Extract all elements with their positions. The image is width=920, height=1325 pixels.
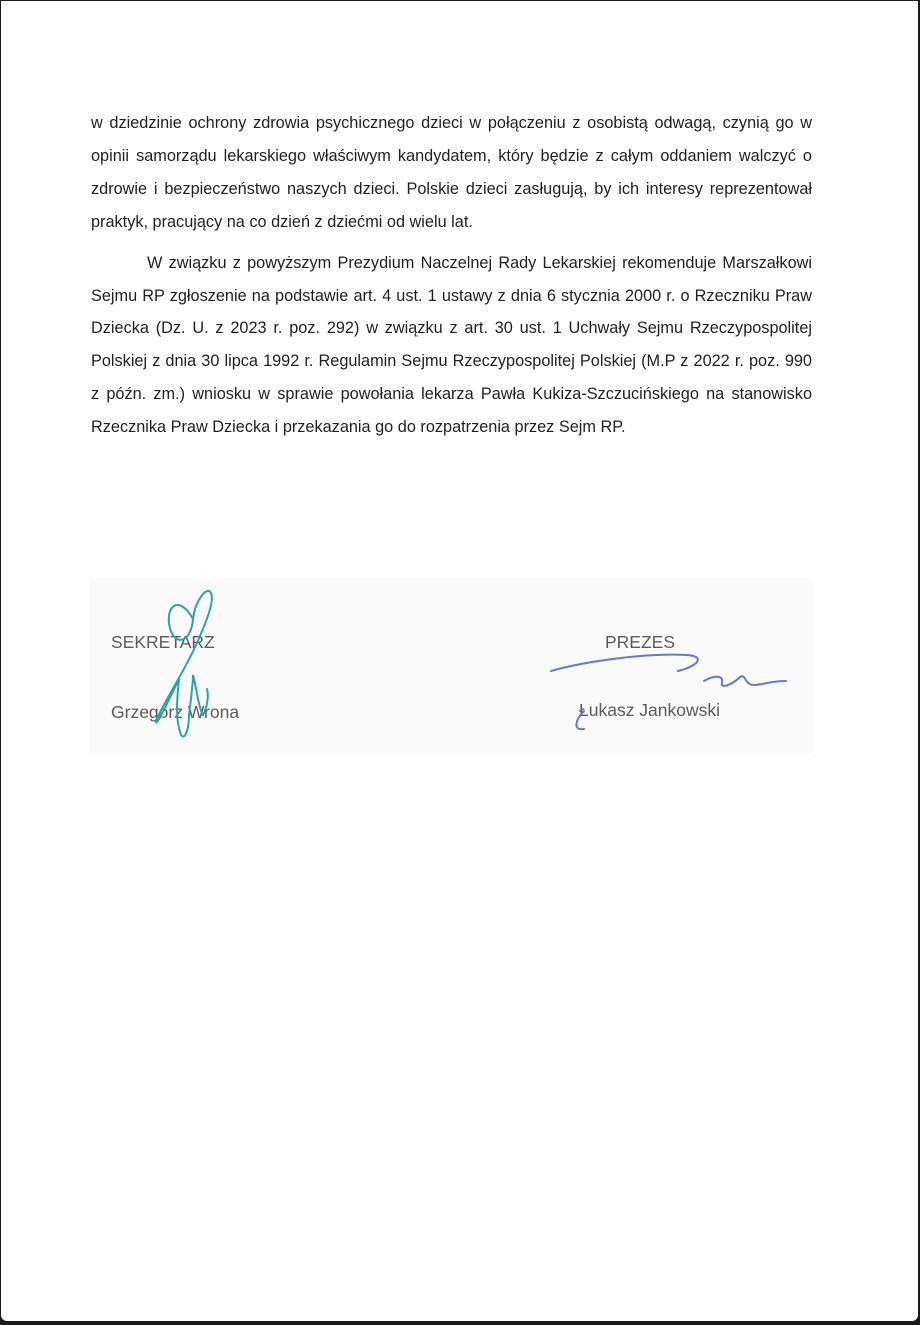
secretary-name: Grzegorz Wrona (111, 702, 240, 722)
document-body (91, 107, 812, 444)
paragraph-continuation: w dziedzinie ochrony zdrowia psychicznego dzieci w połączeniu z osobistą odwagą, czynią go w opinii samorządu lekarskiego właściwym kandydatem, który będzie z całym oddaniem walczyć o zdrowie i bezpieczeństwo naszych dzieci. Polskie dzieci zasługują, by ich interesy reprezentował praktyk, pracujący na co dzień z dziećmi od wielu lat. (91, 114, 812, 231)
document-page (1, 1, 918, 1321)
paragraph-recommendation: W związku z powyższym Prezydium Naczelnej Rady Lekarskiej rekomenduje Marszałkowi Sejmu RP zgłoszenie na podstawie art. 4 ust. 1 ustawy z dnia 6 stycznia 2000 r. o Rzeczniku Praw Dziecka (Dz. U. z 2023 r. poz. 292) w związku z art. 30 ust. 1 Uchwały Sejmu Rzeczypospolitej Polskiej z dnia 30 lipca 1992 r. Regulamin Sejmu Rzeczypospolitej Polskiej (M.P z 2022 r. poz. 990 z późn. zm.) wniosku w sprawie powołania lekarza Pawła Kukiza-Szczucińskiego na stanowisko Rzecznika Praw Dziecka i przekazania go do rozpatrzenia przez Sejm RP. (91, 253, 812, 437)
secretary-role: SEKRETARZ (111, 632, 215, 652)
president-signature (546, 641, 791, 736)
president-role: PREZES (605, 632, 676, 652)
secretary-signature (141, 579, 221, 744)
president-name: Łukasz Jankowski (579, 700, 721, 720)
